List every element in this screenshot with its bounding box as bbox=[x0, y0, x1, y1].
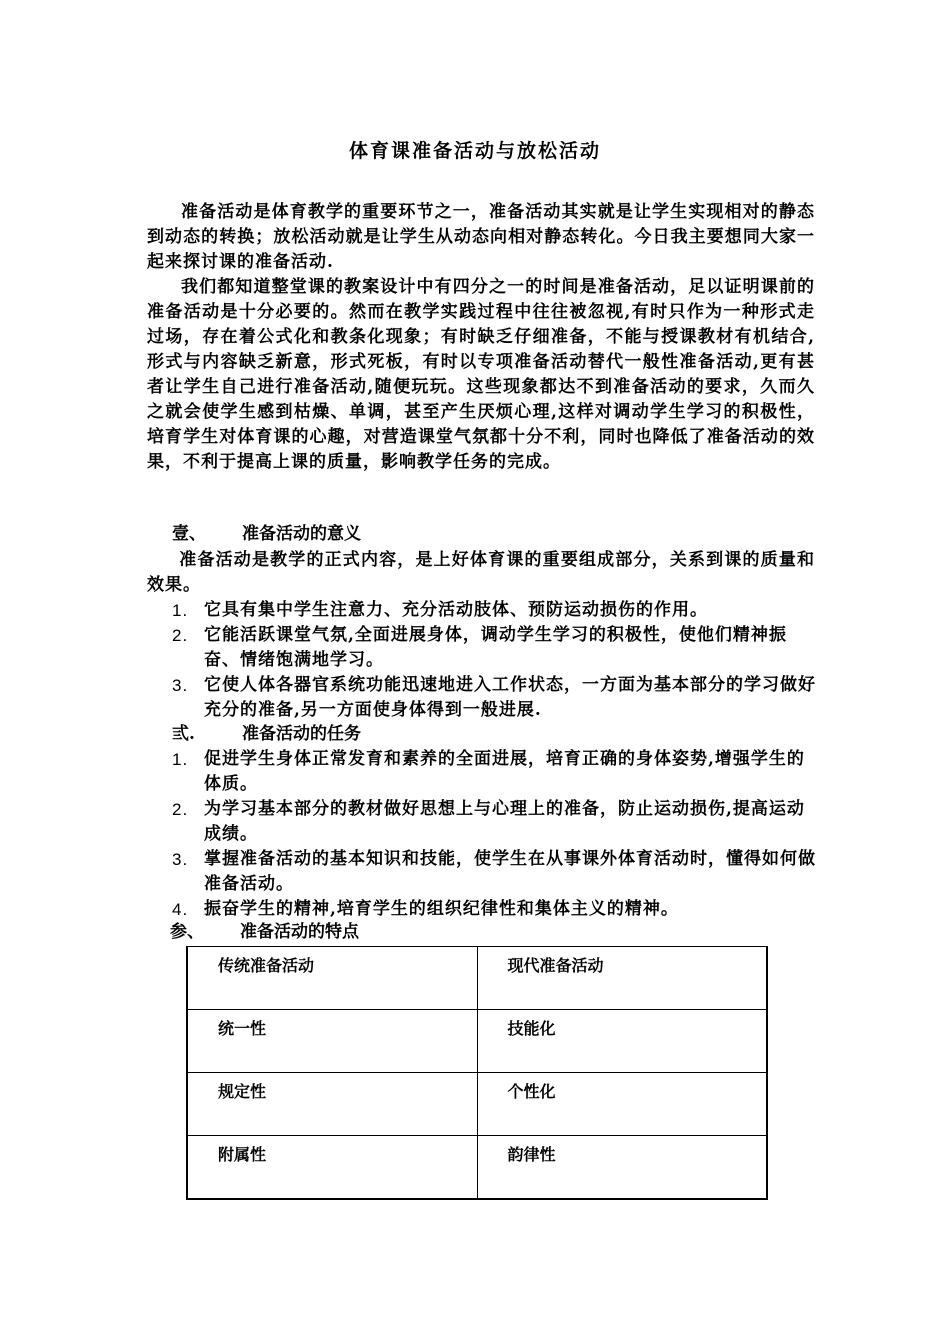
significance-list bbox=[172, 598, 817, 723]
section-title: 准备活动的意义 bbox=[242, 524, 361, 544]
list-item-number: 3. bbox=[172, 676, 189, 695]
document-title: 体育课准备活动与放松活动 bbox=[348, 140, 601, 162]
table-header-cell: 现代准备活动 bbox=[477, 947, 767, 1010]
list-item-number: 2. bbox=[172, 800, 189, 819]
list-item-number: 3. bbox=[172, 850, 189, 869]
list-item-number: 4. bbox=[172, 900, 189, 919]
list-item bbox=[172, 847, 817, 897]
table-row bbox=[187, 1073, 767, 1136]
list-item-text: 掌握准备活动的基本知识和技能，使学生在从事课外体育活动时，懂得如何做准备活动。 bbox=[204, 849, 816, 894]
table-header-cell: 传统准备活动 bbox=[187, 947, 477, 1010]
list-item bbox=[172, 673, 817, 723]
list-item-text: 它具有集中学生注意力、充分活动肢体、预防运动损伤的作用。 bbox=[204, 600, 708, 620]
section-heading-significance bbox=[172, 522, 361, 547]
list-item-number: 2. bbox=[172, 626, 189, 645]
list-item bbox=[172, 897, 817, 922]
section-title: 准备活动的特点 bbox=[240, 922, 359, 942]
list-item-number: 1. bbox=[172, 601, 189, 620]
table-row bbox=[187, 1010, 767, 1073]
intro-paragraph-1: 准备活动是体育教学的重要环节之一，准备活动其实就是让学生实现相对的静态到动态的转换；放松活动就是让学生从动态向相对静态转化。今日我主要想同大家一起来探讨课的准备活动. bbox=[147, 202, 815, 272]
table-cell: 个性化 bbox=[477, 1073, 767, 1136]
list-item bbox=[172, 747, 817, 797]
list-item-number: 1. bbox=[172, 750, 189, 769]
section-intro-paragraph: 准备活动是教学的正式内容，是上好体育课的重要组成部分，关系到课的质量和效果。 bbox=[147, 550, 815, 595]
list-item-text: 振奋学生的精神,培育学生的组织纪律性和集体主义的精神。 bbox=[204, 899, 679, 919]
tasks-list bbox=[172, 747, 817, 922]
list-item bbox=[172, 623, 817, 673]
section-number: 壹、 bbox=[172, 524, 206, 544]
table-cell: 韵律性 bbox=[477, 1136, 767, 1199]
list-item-text: 促进学生身体正常发育和素养的全面进展，培育正确的身体姿势,增强学生的体质。 bbox=[204, 749, 805, 794]
table-cell: 规定性 bbox=[187, 1073, 477, 1136]
section-heading-features bbox=[170, 920, 359, 945]
table-header-row bbox=[187, 947, 767, 1010]
section-heading-tasks bbox=[172, 722, 361, 747]
list-item-text: 它使人体各器官系统功能迅速地进入工作状态，一方面为基本部分的学习做好充分的准备,另一方面使身体得到一般进展. bbox=[204, 675, 816, 720]
table-cell: 技能化 bbox=[477, 1010, 767, 1073]
list-item bbox=[172, 797, 817, 847]
table-cell: 统一性 bbox=[187, 1010, 477, 1073]
section-number: 参、 bbox=[170, 922, 204, 942]
list-item-text: 它能活跃课堂气氛,全面进展身体，调动学生学习的积极性，使他们精神振奋、情绪饱满地学习。 bbox=[204, 625, 787, 670]
list-item bbox=[172, 598, 817, 623]
section-title: 准备活动的任务 bbox=[242, 724, 361, 744]
intro-paragraph-2: 我们都知道整堂课的教案设计中有四分之一的时间是准备活动，足以证明课前的准备活动是十分必要的。然而在教学实践过程中往往被忽视,有时只作为一种形式走过场，存在着公式化和教条化现象；有时缺乏仔细准备，不能与授课教材有机结合,形式与内容缺乏新意，形式死板，有时以专项准备活动替代一般性准备活动,更有甚者让学生自己进行准备活动,随便玩玩。这些现象都达不到准备活动的要求，久而久之就会使学生感到枯燥、单调，甚至产生厌烦心理,这样对调动学生学习的积极性，培育学生对体育课的心趣，对营造课堂气氛都十分不利，同时也降低了准备活动的效果，不利于提高上课的质量，影响教学任务的完成。 bbox=[147, 277, 815, 472]
features-table bbox=[186, 946, 768, 1200]
table-row bbox=[187, 1136, 767, 1199]
table-cell: 附属性 bbox=[187, 1136, 477, 1199]
list-item-text: 为学习基本部分的教材做好思想上与心理上的准备，防止运动损伤,提高运动成绩。 bbox=[204, 799, 805, 844]
section-number: 弎. bbox=[172, 724, 195, 744]
